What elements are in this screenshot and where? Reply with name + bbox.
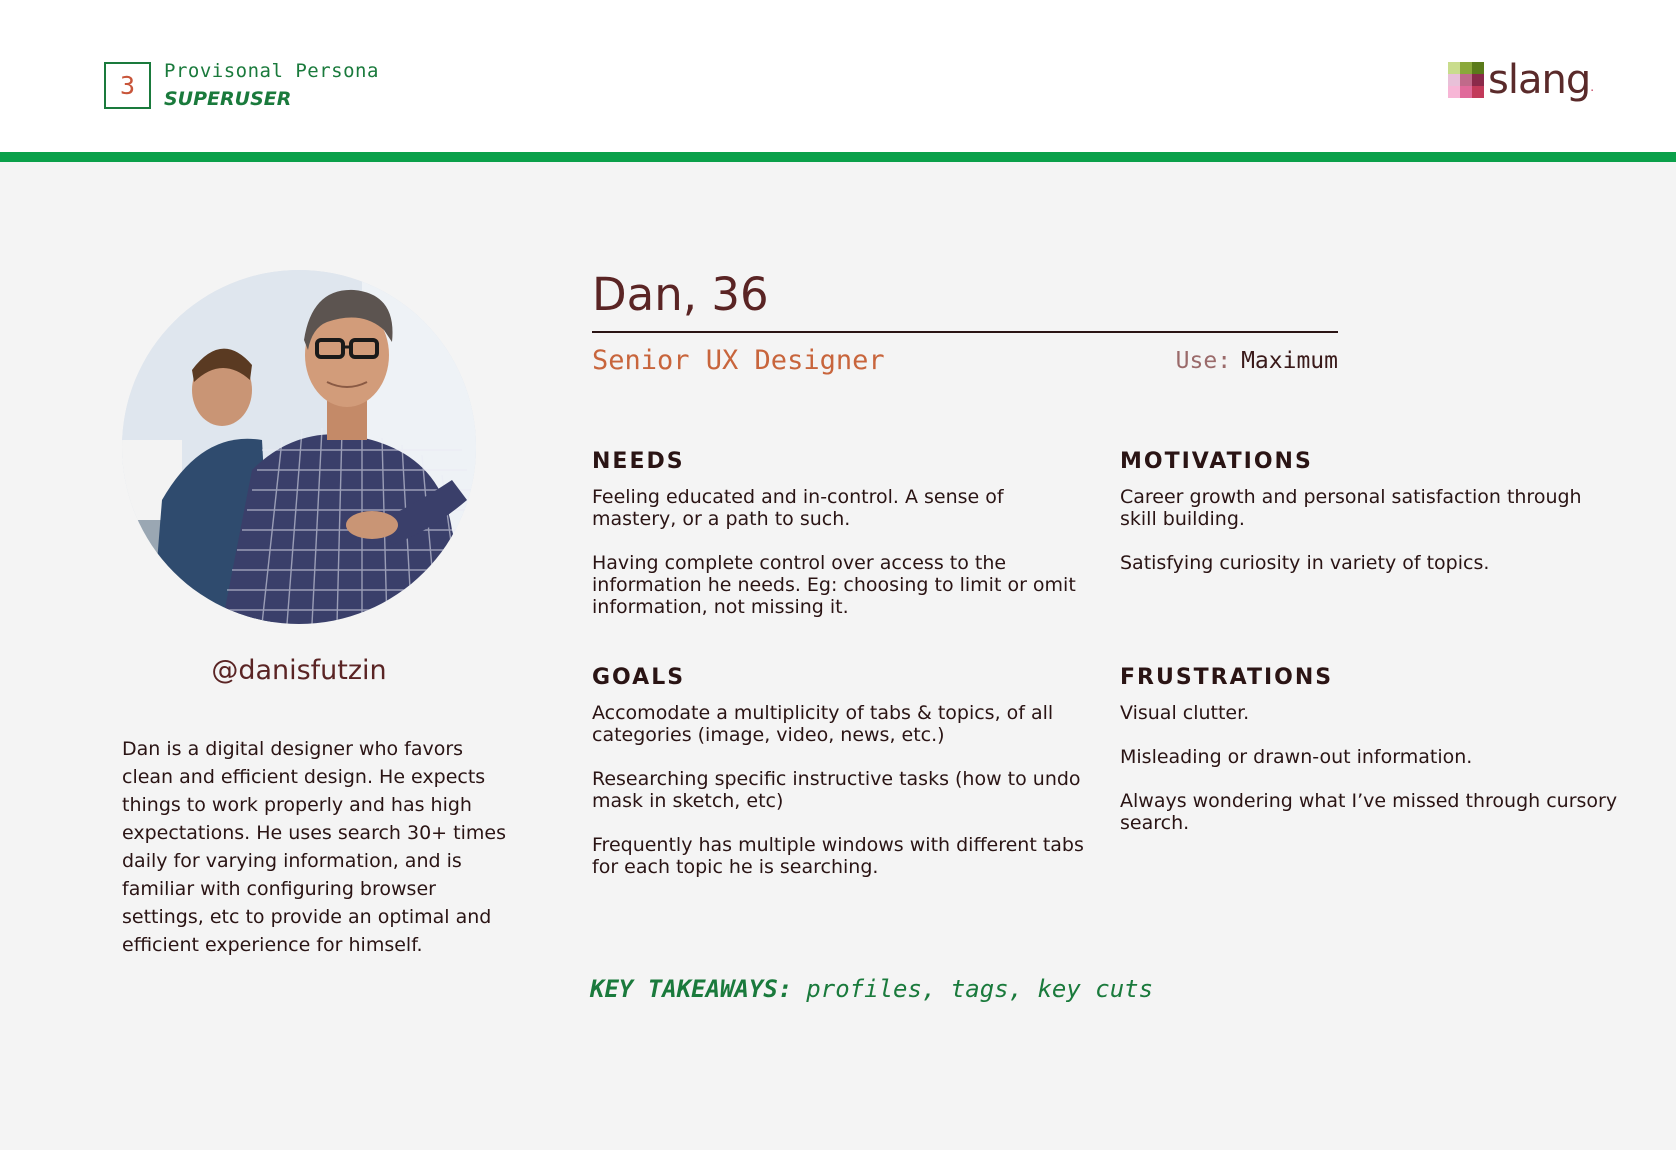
frustrations-item: Visual clutter. xyxy=(1120,702,1250,724)
persona-kicker: Provisonal Persona xyxy=(164,60,379,82)
slang-logo xyxy=(1448,57,1595,103)
takeaways-value: profiles, tags, key cuts xyxy=(806,975,1154,1003)
logo-mark-icon xyxy=(1448,62,1484,98)
persona-usage xyxy=(1176,348,1338,374)
person-photo-illustration xyxy=(122,270,476,624)
motivations-section xyxy=(1120,449,1620,596)
usage-value: Maximum xyxy=(1241,348,1338,374)
key-takeaways xyxy=(590,975,1153,1003)
motivations-item: Career growth and personal satisfaction through skill building. xyxy=(1120,486,1582,530)
usage-label: Use: xyxy=(1175,348,1232,374)
persona-name: Dan, 36 xyxy=(592,268,769,321)
goals-item: Researching specific instructive tasks (how to undo mask in sketch, etc) xyxy=(592,768,1081,812)
logo-text: slang xyxy=(1488,57,1591,103)
name-divider xyxy=(592,331,1338,333)
motivations-heading: MOTIVATIONS xyxy=(1120,449,1313,474)
needs-item: Feeling educated and in-control. A sense of mastery, or a path to such. xyxy=(592,486,1004,530)
profile-bio: Dan is a digital designer who favors clean and efficient design. He expects things to work properly and has high expectations. He uses search 30+ times daily for varying information, and is familiar with configuring browser settings, etc to provide an optimal and efficient experience for himself. xyxy=(122,738,506,956)
header-accent-bar xyxy=(0,152,1676,162)
frustrations-heading: FRUSTRATIONS xyxy=(1120,665,1334,690)
goals-item: Frequently has multiple windows with different tabs for each topic he is searching. xyxy=(592,834,1084,878)
persona-type: SUPERUSER xyxy=(164,88,292,110)
profile-photo xyxy=(122,270,476,624)
takeaways-label: KEY TAKEAWAYS: xyxy=(590,975,793,1003)
persona-number-badge: 3 xyxy=(104,62,151,109)
goals-item: Accomodate a multiplicity of tabs & topics, of all categories (image, video, news, etc.) xyxy=(592,702,1054,746)
needs-heading: NEEDS xyxy=(592,449,685,474)
frustrations-item: Always wondering what I’ve missed through cursory search. xyxy=(1120,790,1618,834)
needs-section xyxy=(592,449,1092,640)
frustrations-item: Misleading or drawn-out information. xyxy=(1120,746,1473,768)
persona-role: Senior UX Designer xyxy=(592,345,885,376)
logo-dot: . xyxy=(1590,80,1595,94)
motivations-item: Satisfying curiosity in variety of topics. xyxy=(1120,552,1490,574)
needs-item: Having complete control over access to the information he needs. Eg: choosing to limit or omit information, not missing it. xyxy=(592,552,1076,618)
frustrations-section xyxy=(1120,665,1620,856)
goals-heading: GOALS xyxy=(592,665,686,690)
profile-handle: @danisfutzin xyxy=(211,655,387,686)
goals-section xyxy=(592,665,1092,900)
